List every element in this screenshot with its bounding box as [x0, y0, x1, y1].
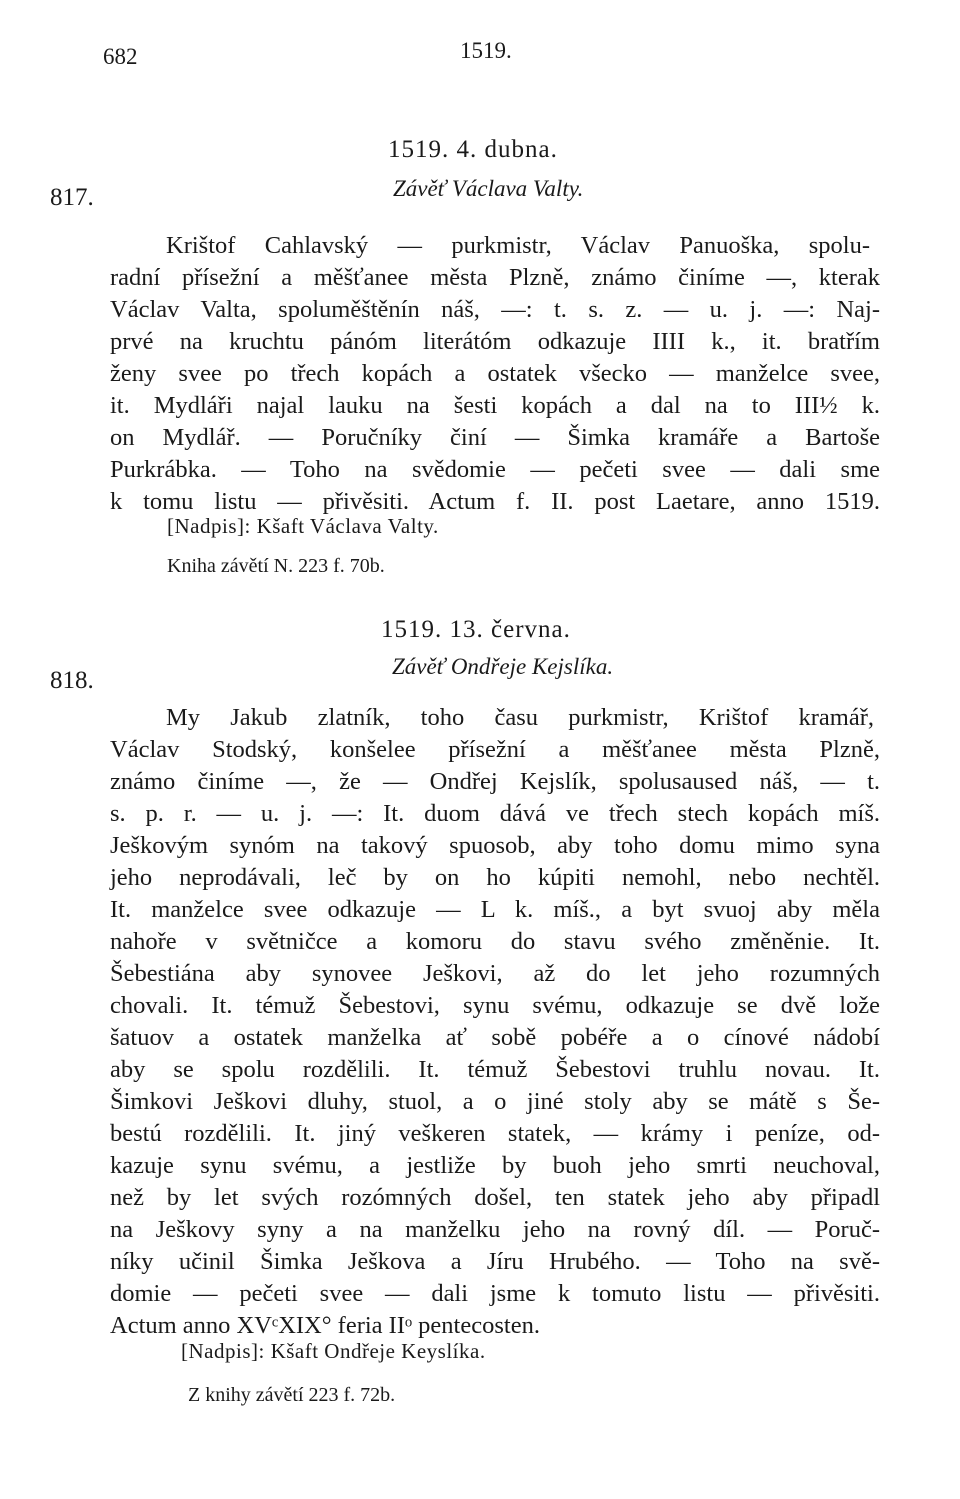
text-line: Actum anno XVᶜXIX° feria IIᵒ pentecosten. [110, 1312, 540, 1339]
page-number: 682 [103, 44, 138, 69]
text-line: Václav Valta, spoluměštěnín náš, —: t. s. z. — u. j. —: Naj- [110, 296, 880, 323]
text-line: It. manželce svee odkazuje — L k. míš., a byt svuoj aby měla [110, 896, 880, 923]
inscription: [Nadpis]: Kšaft Ondřeje Keyslíka. [181, 1339, 486, 1363]
text-line: Ješkovým synóm na takový spuosob, aby toho domu mimo syna [110, 832, 880, 859]
entry-number: 818. [50, 667, 94, 694]
text-line: Šebestiána aby synovee Ješkovi, až do let jeho rozumných [110, 960, 880, 987]
text-line: Václav Stodský, konšelee přísežní a měšťanee města Plzně, [110, 736, 880, 763]
text-line: prvé na kruchtu pánóm literátóm odkazuje IIII k., it. bratřím [110, 328, 880, 355]
text-line: Šimkovi Ješkovi dluhy, stuol, a o jiné stoly aby se mátě s Še- [110, 1088, 880, 1115]
text-line: s. p. r. — u. j. —: It. duom dává ve třech stech kopách míš. [110, 800, 880, 827]
entry-date: 1519. 13. června. [381, 616, 571, 643]
text-line: it. Mydláři najal lauku na šesti kopách a dal na to III½ k. [110, 392, 880, 419]
text-line: chovali. It. témuž Šebestovi, synu svému, odkazuje se dvě lože [110, 992, 880, 1019]
source-note: Kniha závětí N. 223 f. 70b. [167, 555, 385, 577]
text-line: kazuje synu svému, a jestliže by buoh jeho smrti neuchoval, [110, 1152, 880, 1179]
text-line: jeho neprodávali, leč by on ho kúpiti nemohl, nebo nechtěl. [110, 864, 880, 891]
text-line: Purkrábka. — Toho na svědomie — pečeti svee — dali sme [110, 456, 880, 483]
text-line: níky učinil Šimka Ješkova a Jíru Hrubého. — Toho na svě- [110, 1248, 880, 1275]
entry-title: Závěť Václava Valty. [393, 176, 584, 201]
text-line: známo činíme —, že — Ondřej Kejslík, spolusaused náš, — t. [110, 768, 880, 795]
text-line: ženy svee po třech kopách a ostatek všecko — manželce svee, [110, 360, 880, 387]
text-line: bestú rozdělili. It. jiný veškeren statek, — krámy i peníze, od- [110, 1120, 880, 1147]
running-title: 1519. [460, 38, 512, 63]
text-line: My Jakub zlatník, toho času purkmistr, Krištof kramář, [166, 704, 874, 731]
text-line: radní přísežní a měšťanee města Plzně, známo činíme —, kterak [110, 264, 880, 291]
inscription: [Nadpis]: Kšaft Václava Valty. [167, 514, 439, 538]
text-line: nahoře v světničce a komoru do stavu svého změněnie. It. [110, 928, 880, 955]
text-line: on Mydlář. — Poručníky činí — Šimka kramáře a Bartoše [110, 424, 880, 451]
source-note: Z knihy závětí 223 f. 72b. [188, 1384, 396, 1406]
text-line: než by let svých rozómných došel, ten statek jeho aby připadl [110, 1184, 880, 1211]
entry-title: Závěť Ondřeje Kejslíka. [392, 654, 614, 679]
text-line: šatuov a ostatek manželka ať sobě pobéře a o cínové nádobí [110, 1024, 880, 1051]
text-line: aby se spolu rozdělili. It. témuž Šebestovi truhlu novau. It. [110, 1056, 880, 1083]
text-line: domie — pečeti svee — dali jsme k tomuto listu — přivěsiti. [110, 1280, 880, 1307]
text-line: na Ješkovy syny a na manželku jeho na rovný díl. — Poruč- [110, 1216, 880, 1243]
text-line: Krištof Cahlavský — purkmistr, Václav Panuoška, spolu- [166, 232, 870, 259]
text-line: k tomu listu — přivěsiti. Actum f. II. post Laetare, anno 1519. [110, 488, 880, 515]
entry-date: 1519. 4. dubna. [388, 136, 558, 163]
entry-number: 817. [50, 184, 94, 211]
